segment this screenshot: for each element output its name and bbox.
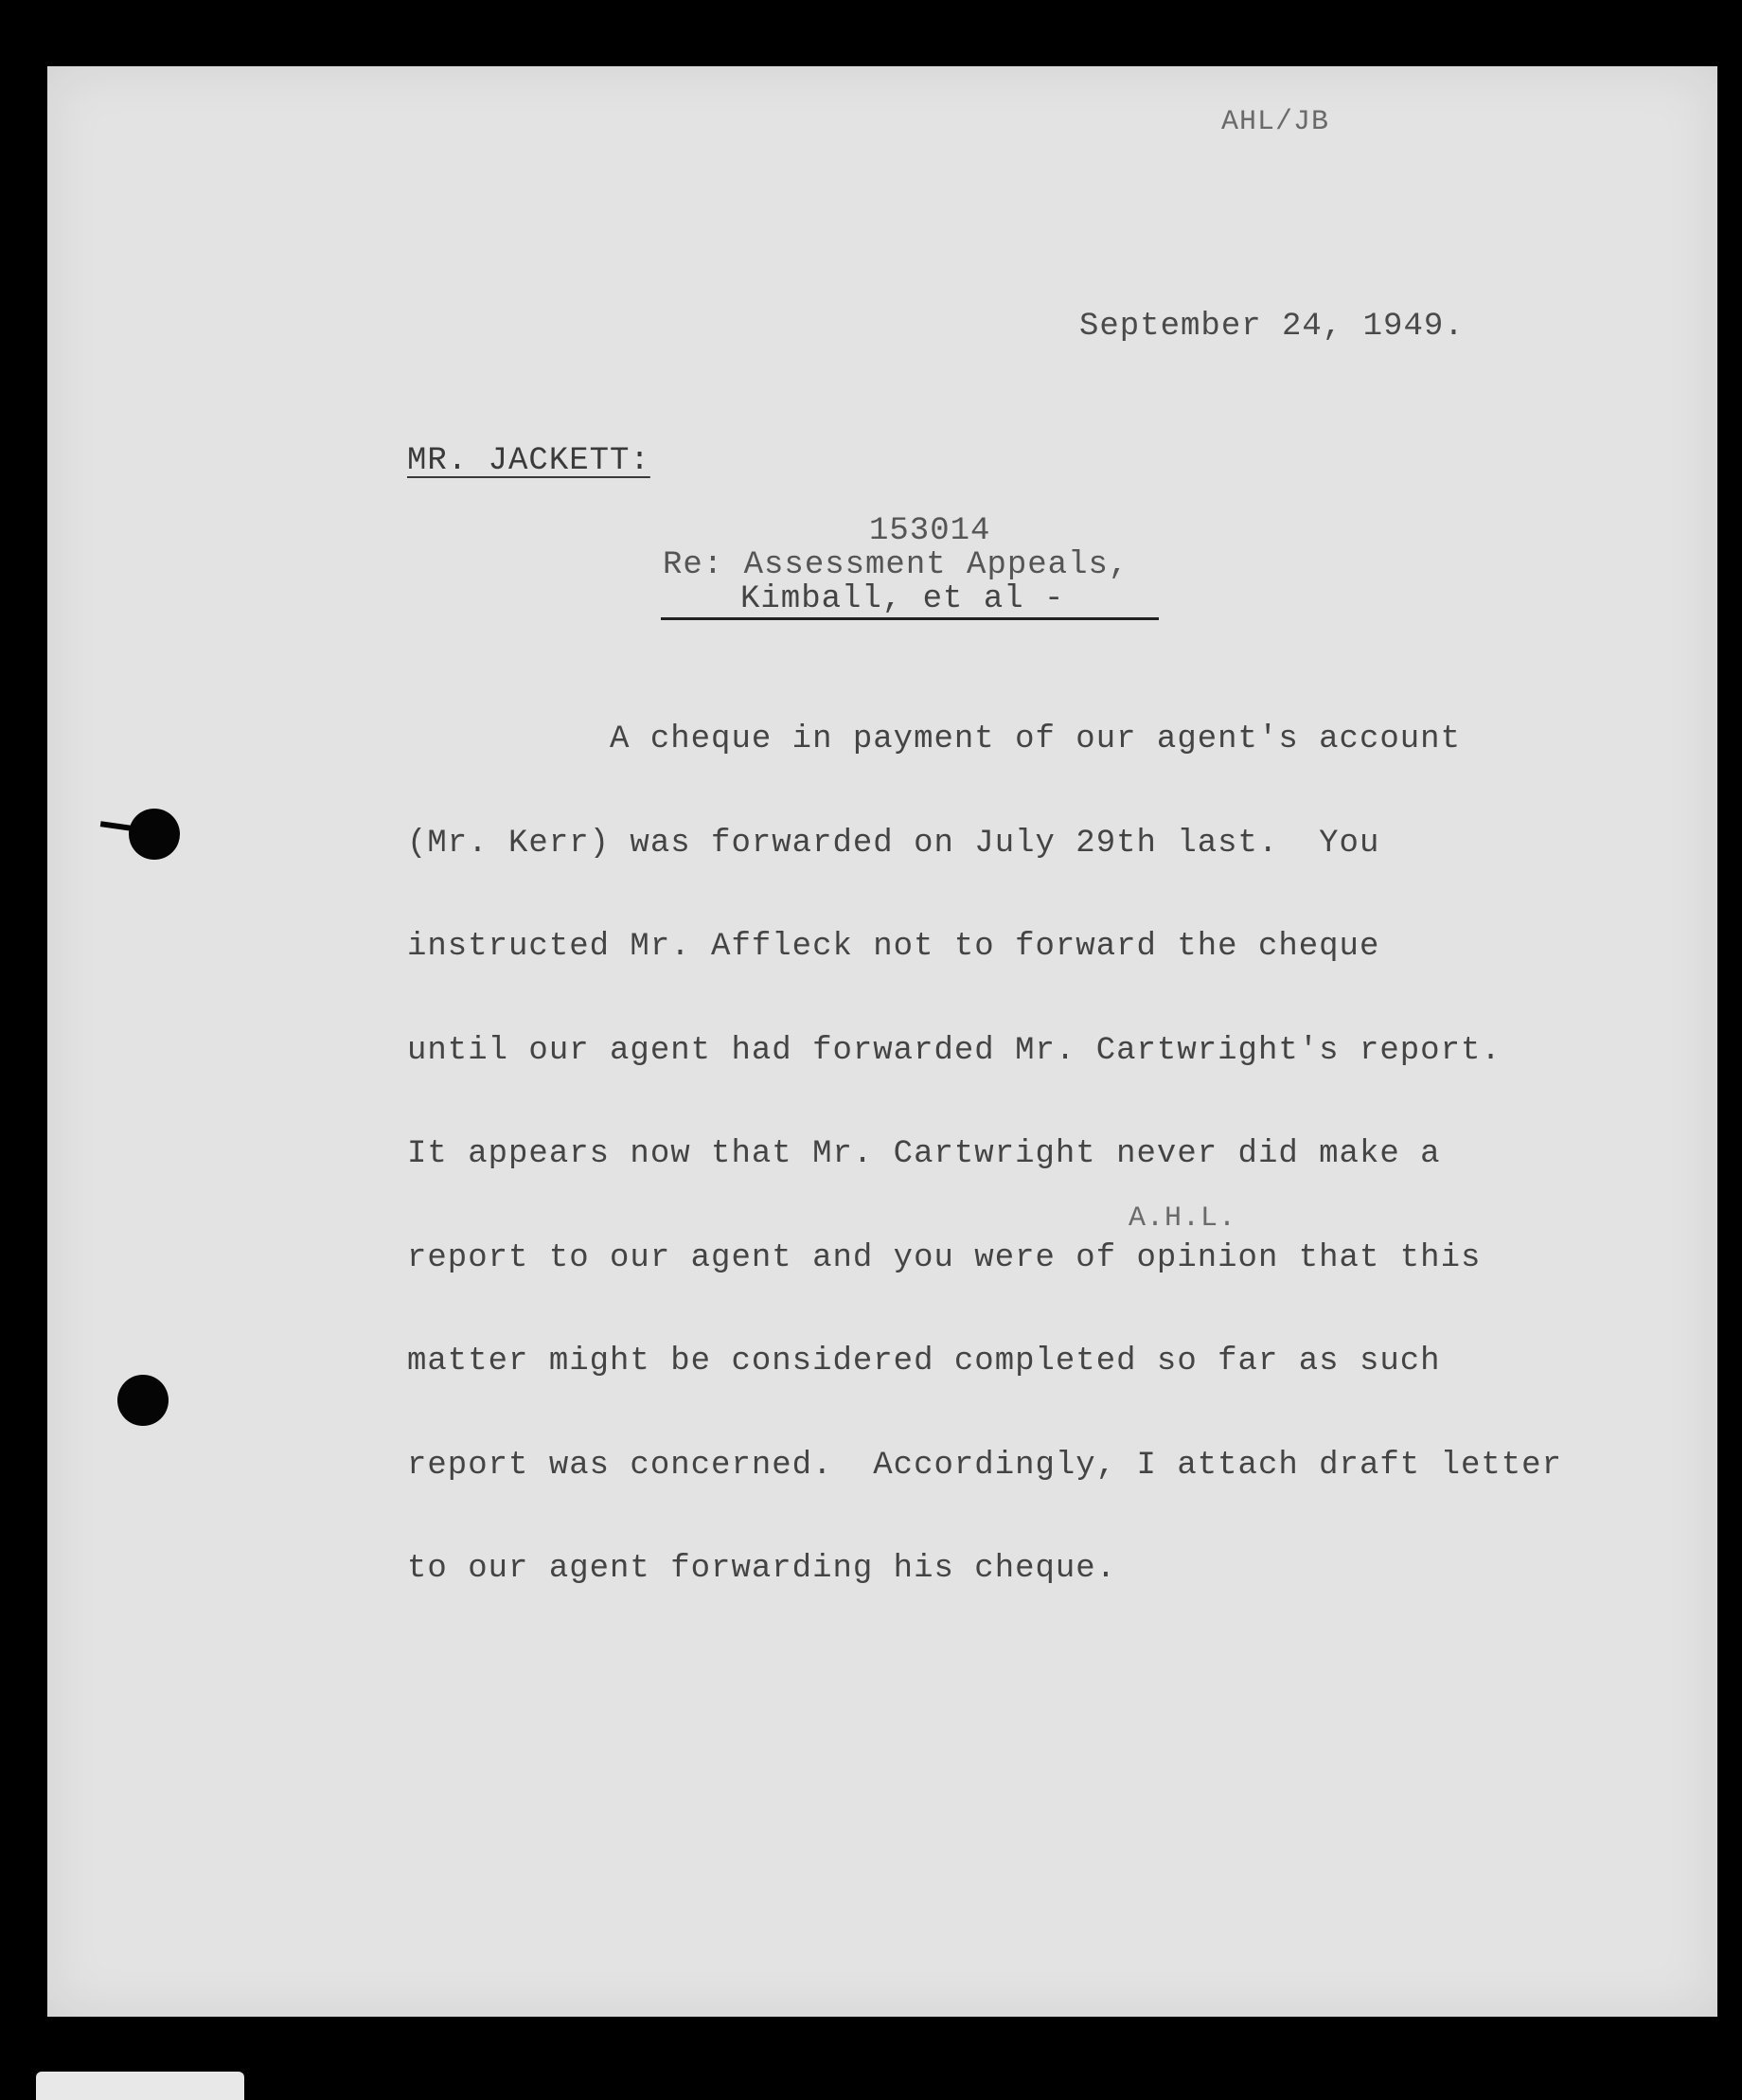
reference-code: AHL/JB bbox=[1221, 106, 1330, 138]
body-line: instructed Mr. Affleck not to forward the cheque bbox=[407, 929, 1380, 965]
body-line: It appears now that Mr. Cartwright never did make a bbox=[407, 1136, 1441, 1172]
letter-date: September 24, 1949. bbox=[1079, 309, 1465, 345]
subject-underline bbox=[661, 617, 1159, 620]
body-line: matter might be considered completed so far as such bbox=[407, 1344, 1441, 1379]
body-line: until our agent had forwarded Mr. Cartwright's report. bbox=[407, 1032, 1502, 1069]
subject-line: Re: Assessment Appeals, bbox=[663, 547, 1129, 583]
punch-hole bbox=[117, 1375, 169, 1426]
body-line: report to our agent and you were of opinion that this bbox=[407, 1239, 1482, 1276]
punch-hole bbox=[129, 809, 180, 860]
file-number: 153014 bbox=[869, 513, 991, 549]
signature-initials: A.H.L. bbox=[1129, 1202, 1237, 1235]
subject-line: Kimball, et al - bbox=[740, 581, 1065, 617]
body-line: report was concerned. Accordingly, I attach draft letter bbox=[407, 1447, 1562, 1484]
body-line: (Mr. Kerr) was forwarded on July 29th last. You bbox=[407, 825, 1380, 862]
microfilm-corner-tab bbox=[36, 2072, 244, 2100]
body-line: to our agent forwarding his cheque. bbox=[407, 1551, 1117, 1587]
addressee: MR. JACKETT: bbox=[407, 443, 650, 479]
letter-body bbox=[407, 653, 1562, 1621]
body-line: A cheque in payment of our agent's account bbox=[407, 721, 1461, 757]
